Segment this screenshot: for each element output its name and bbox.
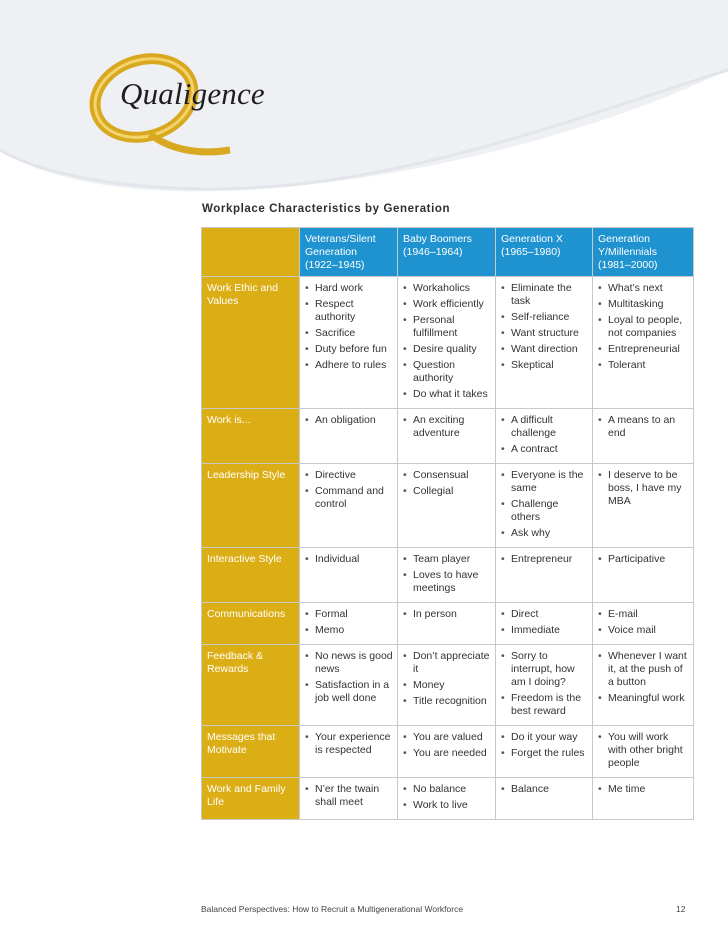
- bullet-item: • Team player: [403, 553, 491, 566]
- table-row: [202, 464, 694, 548]
- bullet-item: • No news is good news: [305, 650, 393, 676]
- table-cell: [300, 645, 398, 726]
- bullet-list: [305, 650, 393, 705]
- table-row: [202, 409, 694, 464]
- table-cell: [300, 603, 398, 645]
- bullet-item: • Eliminate the task: [501, 282, 588, 308]
- bullet-item: • What’s next: [598, 282, 689, 295]
- bullet-list: [305, 608, 393, 637]
- table-cell: [496, 645, 593, 726]
- table-cell: [593, 409, 694, 464]
- bullet-item: • Me time: [598, 783, 689, 796]
- bullet-list: [501, 553, 588, 566]
- table-row: [202, 603, 694, 645]
- table-cell: [496, 464, 593, 548]
- bullet-item: • Sacrifice: [305, 327, 393, 340]
- row-label: Leadership Style: [202, 464, 300, 548]
- bullet-item: • Adhere to rules: [305, 359, 393, 372]
- bullet-item: • Don’t appreciate it: [403, 650, 491, 676]
- table-cell: [398, 277, 496, 409]
- bullet-item: • Individual: [305, 553, 393, 566]
- table-cell: [593, 464, 694, 548]
- bullet-item: • E-mail: [598, 608, 689, 621]
- bullet-item: • Respect authority: [305, 298, 393, 324]
- row-label: Feedback & Rewards: [202, 645, 300, 726]
- bullet-item: • Loyal to people, not companies: [598, 314, 689, 340]
- bullet-item: • Consensual: [403, 469, 491, 482]
- bullet-item: • You are needed: [403, 747, 491, 760]
- column-header: Generation X (1965–1980): [496, 228, 593, 277]
- table-cell: [300, 464, 398, 548]
- row-label: Work is...: [202, 409, 300, 464]
- table-cell: [593, 548, 694, 603]
- table-cell: [300, 726, 398, 778]
- table-row: [202, 548, 694, 603]
- bullet-item: • A contract: [501, 443, 588, 456]
- row-label: Work and Family Life: [202, 778, 300, 820]
- bullet-list: [598, 731, 689, 770]
- bullet-item: • Challenge others: [501, 498, 588, 524]
- bullet-item: • A difficult challenge: [501, 414, 588, 440]
- row-label: Work Ethic and Values: [202, 277, 300, 409]
- bullet-item: • Freedom is the best reward: [501, 692, 588, 718]
- bullet-item: • Want structure: [501, 327, 588, 340]
- bullet-item: • Forget the rules: [501, 747, 588, 760]
- bullet-item: • Work efficiently: [403, 298, 491, 311]
- table-cell: [593, 277, 694, 409]
- table-cell: [300, 409, 398, 464]
- table-cell: [593, 645, 694, 726]
- bullet-item: • Hard work: [305, 282, 393, 295]
- bullet-list: [598, 282, 689, 372]
- bullet-item: • Money: [403, 679, 491, 692]
- bullet-list: [403, 608, 491, 621]
- bullet-list: [598, 414, 689, 440]
- bullet-item: • Do it your way: [501, 731, 588, 744]
- bullet-item: • No balance: [403, 783, 491, 796]
- bullet-list: [403, 731, 491, 760]
- table-cell: [496, 603, 593, 645]
- bullet-list: [305, 783, 393, 809]
- bullet-item: • Question authority: [403, 359, 491, 385]
- table-cell: [300, 277, 398, 409]
- table-cell: [398, 464, 496, 548]
- bullet-item: • Personal fulfillment: [403, 314, 491, 340]
- bullet-item: • Directive: [305, 469, 393, 482]
- bullet-item: • Participative: [598, 553, 689, 566]
- table-cell: [398, 778, 496, 820]
- bullet-item: • Skeptical: [501, 359, 588, 372]
- bullet-list: [501, 650, 588, 718]
- brand-name: Qualigence: [120, 76, 265, 111]
- bullet-list: [501, 731, 588, 760]
- bullet-list: [403, 282, 491, 401]
- row-label: Messages that Motivate: [202, 726, 300, 778]
- bullet-item: • Your experience is respected: [305, 731, 393, 757]
- bullet-list: [403, 469, 491, 498]
- bullet-item: • Everyone is the same: [501, 469, 588, 495]
- bullet-item: • An obligation: [305, 414, 393, 427]
- column-header: Generation Y/Millennials (1981–2000): [593, 228, 694, 277]
- generation-table: [201, 227, 694, 820]
- bullet-item: • Meaningful work: [598, 692, 689, 705]
- bullet-item: • Command and control: [305, 485, 393, 511]
- bullet-item: • Self-reliance: [501, 311, 588, 324]
- table-row: [202, 645, 694, 726]
- bullet-item: • Ask why: [501, 527, 588, 540]
- table-row: [202, 726, 694, 778]
- bullet-item: • Tolerant: [598, 359, 689, 372]
- bullet-item: • I deserve to be boss, I have my MBA: [598, 469, 689, 508]
- table-cell: [496, 277, 593, 409]
- row-label: Communications: [202, 603, 300, 645]
- bullet-item: • Sorry to interrupt, how am I doing?: [501, 650, 588, 689]
- bullet-item: • An exciting adventure: [403, 414, 491, 440]
- bullet-item: • Whenever I want it, at the push of a button: [598, 650, 689, 689]
- bullet-list: [403, 414, 491, 440]
- bullet-item: • Immediate: [501, 624, 588, 637]
- bullet-item: • Direct: [501, 608, 588, 621]
- table-cell: [593, 778, 694, 820]
- bullet-item: • Collegial: [403, 485, 491, 498]
- bullet-item: • Workaholics: [403, 282, 491, 295]
- bullet-item: • Balance: [501, 783, 588, 796]
- bullet-item: • Want direction: [501, 343, 588, 356]
- document-title: Workplace Characteristics by Generation: [202, 203, 451, 215]
- table-row: [202, 778, 694, 820]
- table-cell: [496, 548, 593, 603]
- table-header-row: [202, 228, 694, 277]
- bullet-list: [305, 731, 393, 757]
- bullet-item: • Work to live: [403, 799, 491, 812]
- bullet-list: [305, 553, 393, 566]
- footer-title: Balanced Perspectives: How to Recruit a Multigenerational Workforce: [201, 904, 464, 914]
- bullet-item: • Memo: [305, 624, 393, 637]
- bullet-list: [403, 553, 491, 595]
- bullet-item: • Do what it takes: [403, 388, 491, 401]
- table-cell: [593, 726, 694, 778]
- bullet-list: [501, 783, 588, 796]
- bullet-list: [598, 469, 689, 508]
- table-row: [202, 277, 694, 409]
- table-cell: [398, 409, 496, 464]
- column-header: Baby Boomers (1946–1964): [398, 228, 496, 277]
- bullet-item: • Loves to have meetings: [403, 569, 491, 595]
- bullet-item: • Entrepreneurial: [598, 343, 689, 356]
- bullet-list: [598, 650, 689, 705]
- table-cell: [496, 726, 593, 778]
- column-header: Veterans/Silent Generation (1922–1945): [300, 228, 398, 277]
- bullet-item: • Duty before fun: [305, 343, 393, 356]
- table-cell: [398, 645, 496, 726]
- bullet-item: • In person: [403, 608, 491, 621]
- bullet-item: • You are valued: [403, 731, 491, 744]
- bullet-list: [598, 608, 689, 637]
- bullet-item: • You will work with other bright people: [598, 731, 689, 770]
- bullet-list: [598, 553, 689, 566]
- bullet-list: [598, 783, 689, 796]
- bullet-item: • N’er the twain shall meet: [305, 783, 393, 809]
- table-cell: [398, 726, 496, 778]
- table-cell: [398, 603, 496, 645]
- table-cell: [300, 778, 398, 820]
- table-cell: [496, 409, 593, 464]
- page-number: 12: [676, 904, 686, 914]
- row-label: Interactive Style: [202, 548, 300, 603]
- table-cell: [496, 778, 593, 820]
- bullet-list: [403, 650, 491, 708]
- table-cell: [398, 548, 496, 603]
- bullet-item: • Formal: [305, 608, 393, 621]
- table-cell: [300, 548, 398, 603]
- bullet-item: • A means to an end: [598, 414, 689, 440]
- bullet-list: [501, 608, 588, 637]
- bullet-item: • Voice mail: [598, 624, 689, 637]
- bullet-list: [501, 469, 588, 540]
- bullet-item: • Desire quality: [403, 343, 491, 356]
- table-corner-cell: [202, 228, 300, 277]
- bullet-list: [403, 783, 491, 812]
- bullet-item: • Multitasking: [598, 298, 689, 311]
- bullet-list: [305, 469, 393, 511]
- bullet-list: [305, 414, 393, 427]
- bullet-list: [305, 282, 393, 372]
- bullet-list: [501, 414, 588, 456]
- bullet-item: • Entrepreneur: [501, 553, 588, 566]
- bullet-item: • Satisfaction in a job well done: [305, 679, 393, 705]
- bullet-list: [501, 282, 588, 372]
- bullet-item: • Title recognition: [403, 695, 491, 708]
- table-cell: [593, 603, 694, 645]
